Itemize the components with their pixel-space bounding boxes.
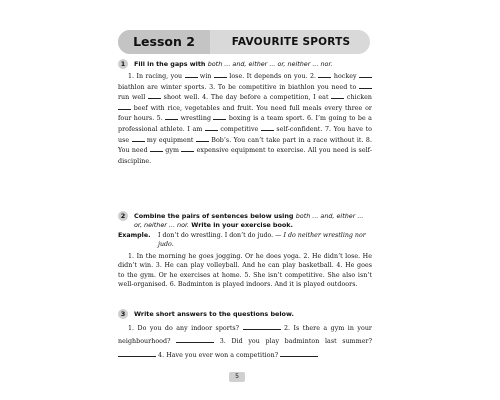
gap <box>132 136 145 142</box>
example-label: Example. <box>118 232 151 239</box>
exercise-2 <box>118 212 372 290</box>
example-text: I don’t do wrestling. I don’t do judo. — <box>158 232 282 239</box>
gap <box>165 114 178 120</box>
gap <box>185 72 198 78</box>
answer-line <box>243 324 281 330</box>
gap <box>205 125 218 131</box>
lesson-label: Lesson 2 <box>118 30 210 54</box>
exercise-3-instruction: 3 Write short answers to the questions below. <box>118 310 372 319</box>
gap <box>148 93 161 99</box>
exercise-3-text: 1. Do you do any indoor sports? 2. Is there a gym in your neighbourhood? 3. Did you play badminton last summer? 4. Have you ever won a competition? <box>118 325 372 359</box>
exercise-3-number: 3 <box>118 309 128 319</box>
exercise-2-number: 2 <box>118 211 128 221</box>
gap <box>359 83 372 89</box>
exercise-1-number: 1 <box>118 59 128 69</box>
answer-line <box>280 351 318 357</box>
gap <box>196 136 209 142</box>
exercise-2-instruction: 2 Combine the pairs of sentences below using both ... and, either ... or, neither ... nor. Write in your exercise book. <box>118 212 372 230</box>
gap <box>150 146 163 152</box>
exercise-2-text: 1. In the morning he goes jogging. Or he does yoga. 2. He didn’t lose. He didn’t win. 3. He can play volleyball. And he can play basketball. 4. He goes to the gym. Or he exercises at home. 5. She isn’t competitive. She also isn’t well-organised. 6. Badminton is played indoors. And it is played outdoors. <box>118 253 372 289</box>
exercise-3 <box>118 310 372 362</box>
gap <box>331 93 344 99</box>
page-title: FAVOURITE SPORTS <box>231 36 351 48</box>
example-answer: I do neither wrestling nor judo. <box>158 232 366 248</box>
gap <box>214 72 227 78</box>
exercise-1 <box>118 60 372 167</box>
answer-line <box>176 337 214 343</box>
gap <box>261 125 274 131</box>
exercise-1-text: 1. In racing, you win lose. It depends on you. 2. hockey biathlon are winter sports. 3. To be competitive in biathlon you need to run well shoot well. 4. The day before a competition, I eat chicken beef with rice, vegetables and fruit. You need full meals every three or four hours. 5. wrestling boxing is a team sport. 6. I’m going to be a professional athlete. I am competitive self-confident. 7. You have to use my equipment Bob’s. You can’t take part in a race without it. 8. You need gym expensive equipment to exercise. All you need is self-discipline. <box>118 73 373 165</box>
gap <box>181 146 194 152</box>
answer-line <box>118 351 156 357</box>
example <box>118 231 372 249</box>
gap <box>359 72 372 78</box>
page-number: 5 <box>229 372 245 382</box>
gap <box>318 72 331 78</box>
gap <box>118 104 131 110</box>
gap <box>213 114 226 120</box>
exercise-1-instruction: 1 Fill in the gaps with both ... and, either ... or, neither ... nor. <box>118 60 372 69</box>
